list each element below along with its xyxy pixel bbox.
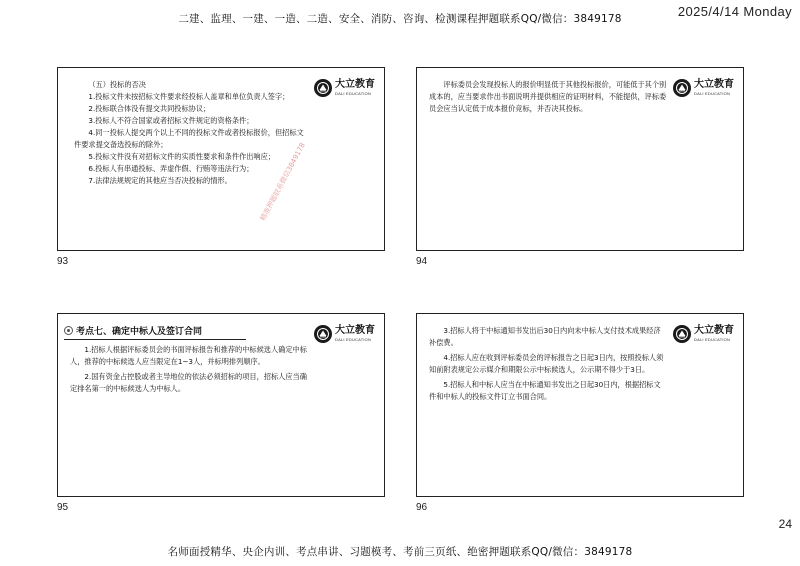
logo-en-text: DALI EDUCATION xyxy=(335,91,372,96)
document-page-number: 24 xyxy=(778,517,792,531)
slide-content xyxy=(74,79,308,187)
list-item: 3.招标人将于中标通知书发出后30日内向未中标人支付技术成果经济补偿费。 xyxy=(429,326,661,347)
slide-title xyxy=(64,324,202,337)
brand-logo xyxy=(314,77,378,99)
logo-en-text: DALI EDUCATION xyxy=(694,337,731,342)
slide-93 xyxy=(57,67,385,251)
list-item: 1.招标人根据评标委员会的书面评标报告和推荐的中标候选人确定中标人，推荐的中标候选人应当限定在1~3人，并标明排列顺序。 xyxy=(70,345,307,366)
list-item: 4.同一投标人提交两个以上不同的投标文件或者投标报价，但招标文件要求提交备选投标的除外； xyxy=(74,128,304,149)
list-item: 5.投标文件没有对招标文件的实质性要求和条件作出响应； xyxy=(88,152,275,161)
dali-logo-icon xyxy=(673,325,691,343)
footer-promo-text: 名师面授精华、央企内训、考点串讲、习题模考、考前三页纸、绝密押题联系QQ/微信：3849178 xyxy=(167,546,633,558)
list-item: 5.招标人和中标人应当在中标通知书发出之日起30日内，根据招标文件和中标人的投标文件订立书面合同。 xyxy=(429,380,661,401)
slide-number: 96 xyxy=(416,502,428,513)
header-promo-text: 二建、监理、一建、一造、二造、安全、消防、咨询、检测课程押题联系QQ/微信：3849178 xyxy=(178,13,622,25)
slide-96 xyxy=(416,313,744,497)
list-item: 1.投标文件未按招标文件要求经投标人盖章和单位负责人签字； xyxy=(88,92,290,101)
slide-95 xyxy=(57,313,385,497)
brand-logo xyxy=(673,77,737,99)
dali-logo-icon xyxy=(314,325,332,343)
header-date: 2025/4/14 Monday xyxy=(677,4,792,19)
dali-logo-icon xyxy=(673,79,691,97)
logo-cn-text: 大立教育 xyxy=(694,79,734,90)
slide-content xyxy=(70,344,308,395)
logo-cn-text: 大立教育 xyxy=(694,325,734,336)
brand-logo xyxy=(673,323,737,345)
list-item: 6.投标人有串通投标、弄虚作假、行贿等违法行为； xyxy=(88,164,254,173)
list-item: 7.法律法规规定的其他应当否决投标的情形。 xyxy=(88,176,232,185)
section-heading: （五）投标的否决 xyxy=(88,80,146,89)
list-item: 4.招标人应在收到评标委员会的评标报告之日起3日内，按照投标人须知前附表规定公示媒介和期限公示中标候选人，公示期不得少于3日。 xyxy=(429,353,664,374)
target-bullet-icon xyxy=(64,326,73,335)
slide-title-text: 考点七、确定中标人及签订合同 xyxy=(76,327,203,337)
title-underline xyxy=(64,339,246,340)
logo-en-text: DALI EDUCATION xyxy=(694,91,731,96)
dali-logo-icon xyxy=(314,79,332,97)
slide-content xyxy=(429,79,667,115)
logo-cn-text: 大立教育 xyxy=(335,325,375,336)
slide-number: 94 xyxy=(416,256,428,267)
list-item: 2.国有资金占控股或者主导地位的依法必须招标的项目，招标人应当确定排名第一的中标候选人为中标人。 xyxy=(70,372,307,393)
list-item: 3.投标人不符合国家或者招标文件规定的资格条件； xyxy=(88,116,254,125)
paragraph: 评标委员会发现投标人的报价明显低于其他投标报价，可能低于其个别成本的，应当要求作出书面说明并提供相应的证明材料，不能提供，评标委员会应当认定低于成本报价竞标，并否决其投标。 xyxy=(429,80,667,113)
slide-94 xyxy=(416,67,744,251)
slide-number: 95 xyxy=(57,502,69,513)
logo-en-text: DALI EDUCATION xyxy=(335,337,372,342)
list-item: 2.投标联合体没有提交共同投标协议； xyxy=(88,104,211,113)
slide-content xyxy=(429,325,667,403)
watermark-text: 精准押题联系微信3849178 xyxy=(258,141,307,223)
slide-number: 93 xyxy=(57,256,69,267)
logo-cn-text: 大立教育 xyxy=(335,79,375,90)
brand-logo xyxy=(314,323,378,345)
